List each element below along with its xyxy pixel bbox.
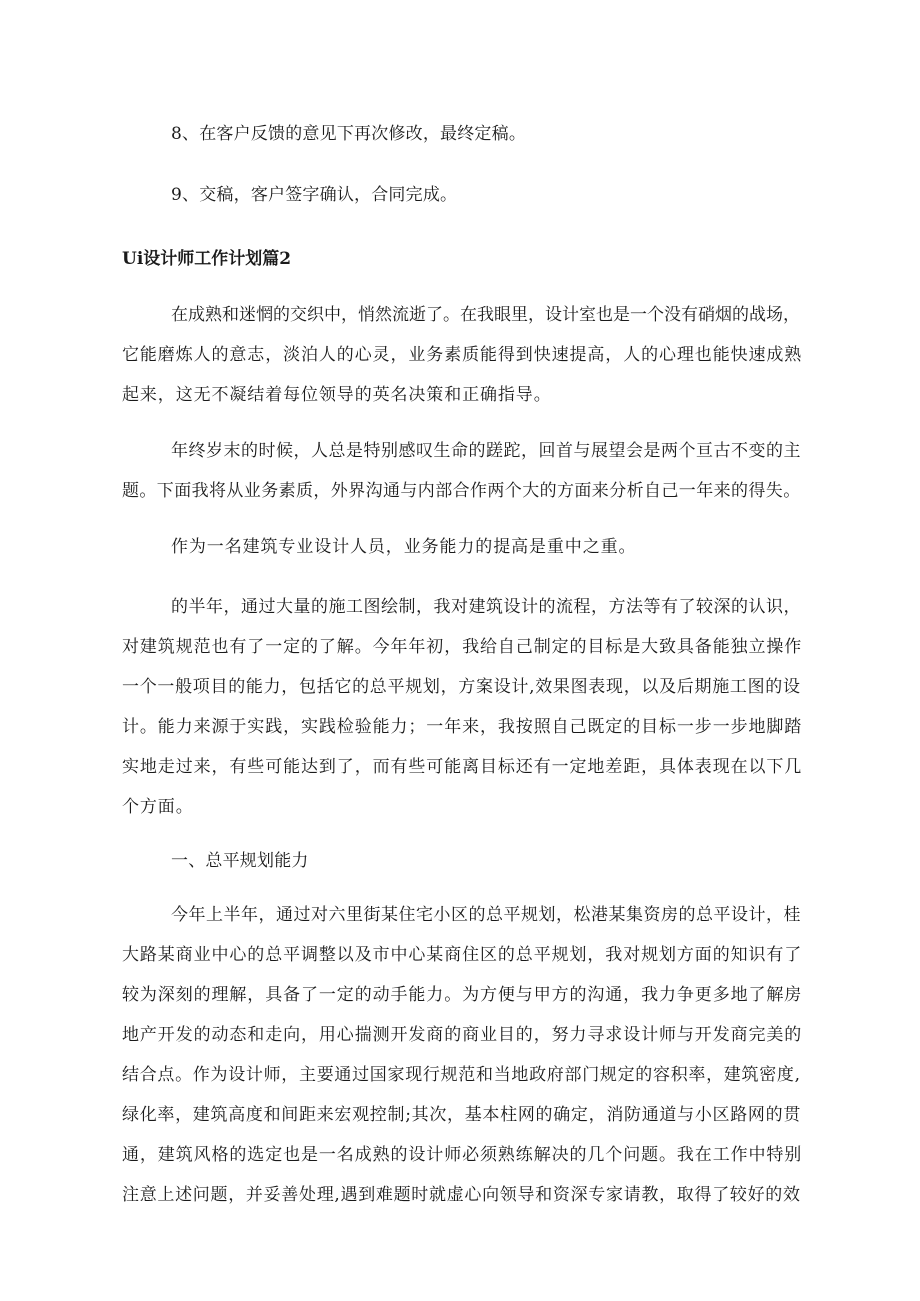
paragraph-4-line: 实地走过来，有些可能达到了，而有些可能离目标还有一定地差距，具体表现在以下几 — [122, 757, 803, 777]
paragraph-5-line: 地产开发的动态和走向，用心揣测开发商的商业目的，努力寻求设计师与开发商完美的 — [122, 1025, 803, 1045]
paragraph-4-line: 计。能力来源于实践，实践检验能力；一年来，我按照自己既定的目标一步一步地脚踏 — [122, 717, 803, 737]
paragraph-3-line: 作为一名建筑专业设计人员，业务能力的提高是重中之重。 — [171, 537, 637, 557]
paragraph-4-line: 对建筑规范也有了一定的了解。今年年初，我给自己制定的目标是大致具备能独立操作 — [122, 637, 803, 657]
paragraph-4-line: 一个一般项目的能力，包括它的总平规划，方案设计,效果图表现，以及后期施工图的设 — [122, 677, 801, 697]
list-item-step-9: 9、交稿，客户签字确认，合同完成。 — [171, 185, 458, 205]
paragraph-1-line: 起来，这无不凝结着每位领导的英名决策和正确指导。 — [122, 385, 552, 405]
paragraph-5-line: 结合点。作为设计师，主要通过国家现行规范和当地政府部门规定的容积率，建筑密度, — [122, 1065, 801, 1085]
paragraph-2-line: 年终岁末的时候，人总是特别感叹生命的蹉跎，回首与展望会是两个亘古不变的主 — [171, 441, 801, 461]
paragraph-1-line: 在成熟和迷惘的交织中，悄然流逝了。在我眼里，设计室也是一个没有硝烟的战场， — [171, 305, 800, 325]
section-title: Ui设计师工作计划篇2 — [122, 249, 292, 269]
paragraph-5-line: 绿化率，建筑高度和间距来宏观控制;其次，基本柱网的确定，消防通道与小区路网的贯 — [122, 1105, 802, 1125]
subheading-general-planning: 一、总平规划能力 — [171, 851, 309, 871]
paragraph-5-line: 注意上述问题，并妥善处理,遇到难题时就虚心向领导和资深专家请教，取得了较好的效 — [122, 1185, 801, 1205]
paragraph-5-line: 大路某商业中心的总平调整以及市中心某商住区的总平规划，我对规划方面的知识有了 — [122, 945, 803, 965]
list-item-step-8: 8、在客户反馈的意见下再次修改，最终定稿。 — [171, 124, 527, 144]
paragraph-5-line: 较为深刻的理解，具备了一定的动手能力。为方便与甲方的沟通，我力争更多地了解房 — [122, 985, 803, 1005]
paragraph-4-line: 的半年，通过大量的施工图绘制，我对建筑设计的流程，方法等有了较深的认识， — [171, 597, 801, 617]
paragraph-1-line: 它能磨炼人的意志，淡泊人的心灵，业务素质能得到快速提高，人的心理也能快速成熟 — [122, 345, 803, 365]
paragraph-2-line: 题。下面我将从业务素质，外界沟通与内部合作两个大的方面来分析自己一年来的得失。 — [122, 481, 801, 501]
paragraph-5-line: 通，建筑风格的选定也是一名成熟的设计师必须熟练解决的几个问题。我在工作中特别 — [122, 1145, 803, 1165]
paragraph-4-line: 个方面。 — [122, 797, 194, 817]
paragraph-5-line: 今年上半年，通过对六里街某住宅小区的总平规划，松港某集资房的总平设计，桂 — [171, 905, 801, 925]
